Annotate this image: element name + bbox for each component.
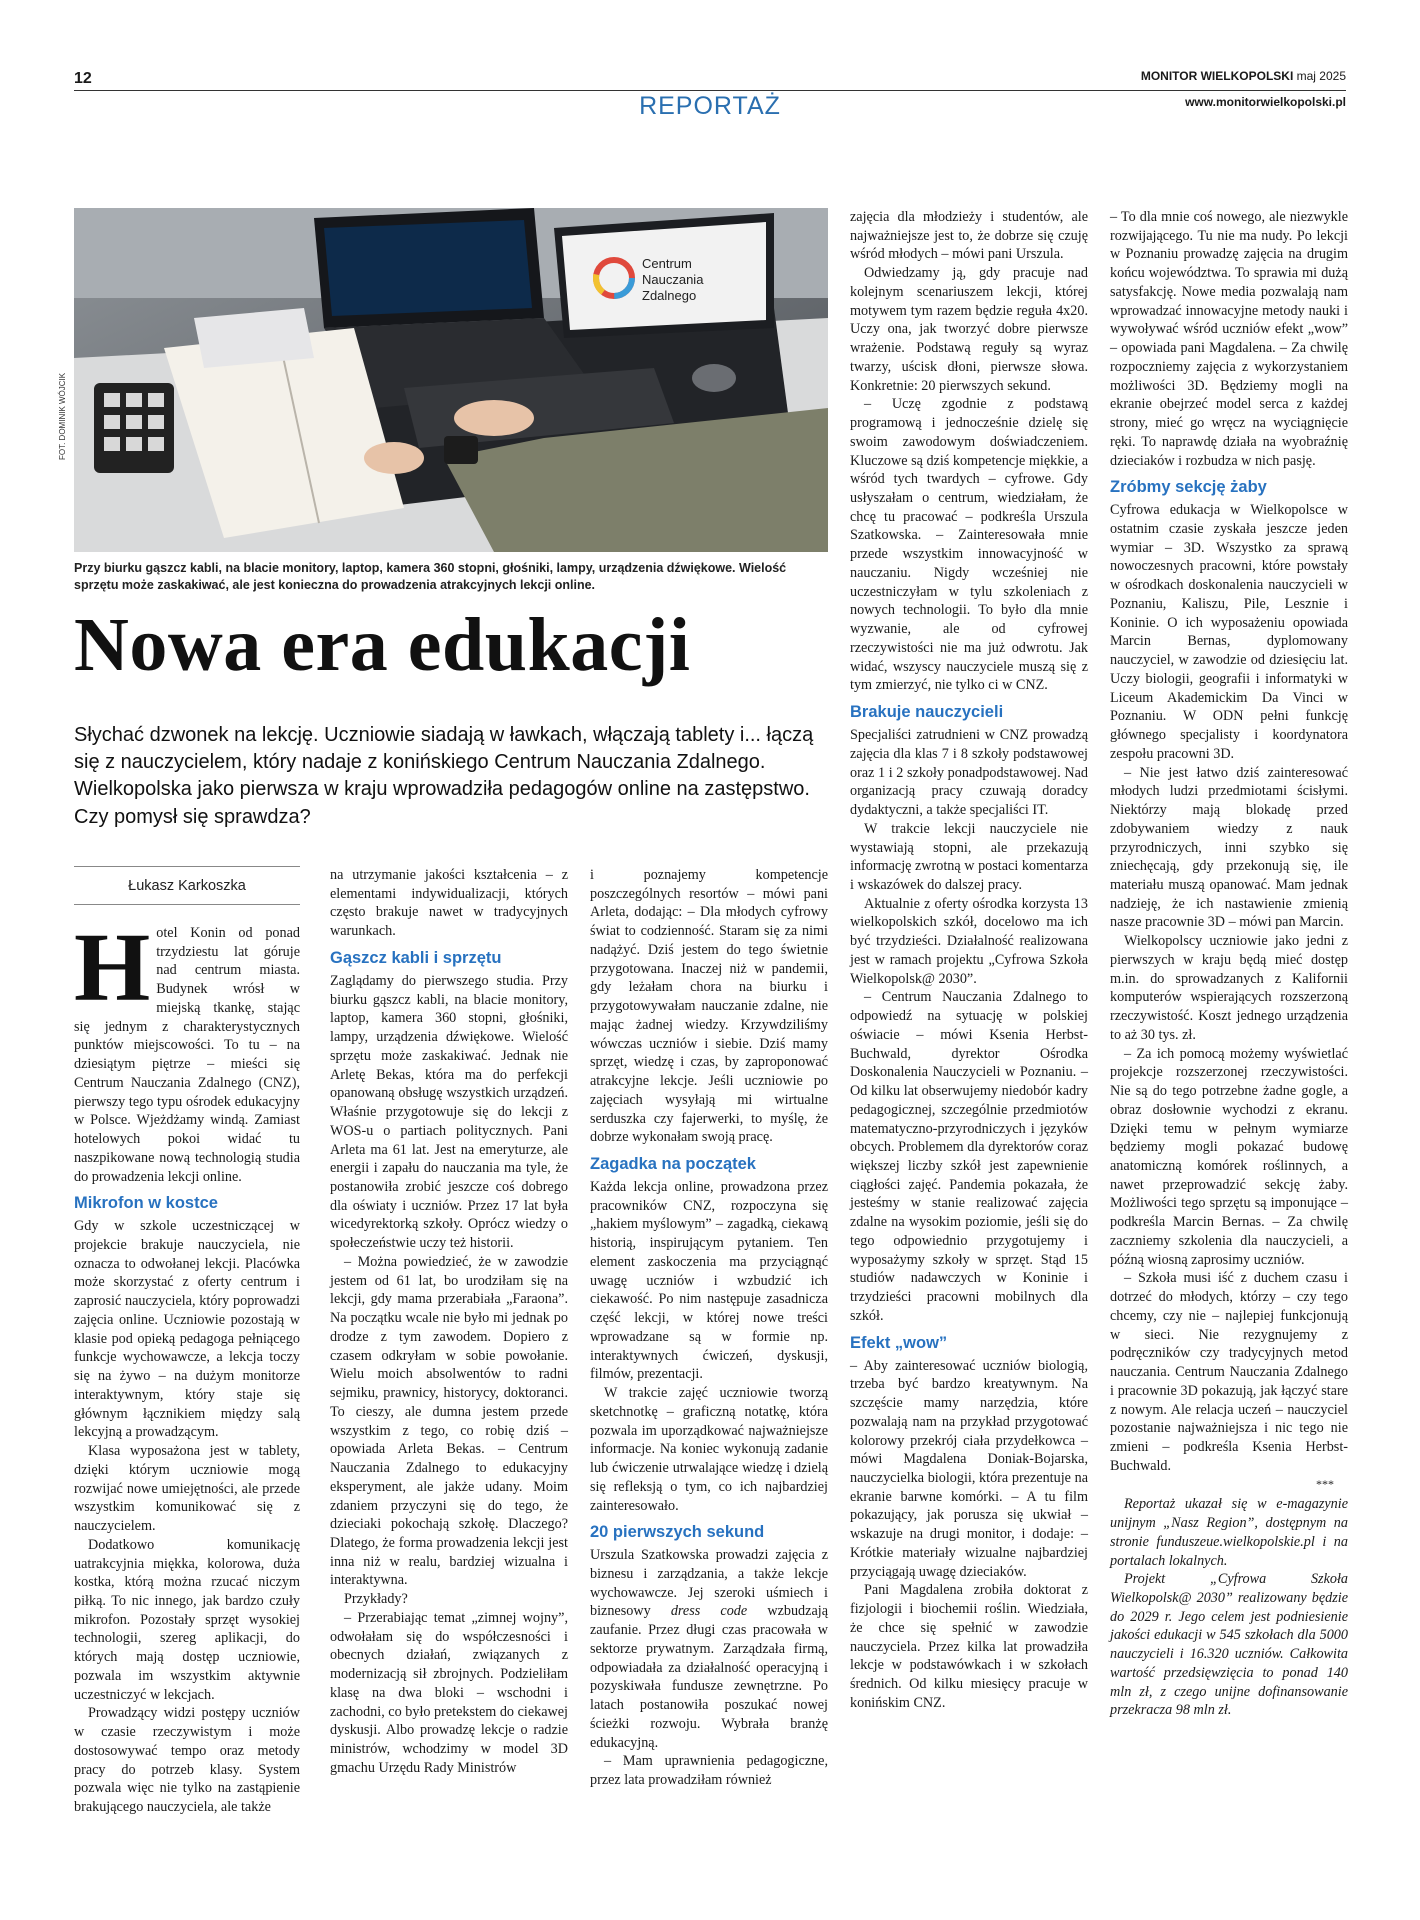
paragraph: – Aby zainteresować uczniów biologią, trzeba być bardzo kreatywnym. Na szczęście mamy narzędzia, które pozwalają nam na przykład przygotować kolorowy przekrój ciała przydełkowca – mówi Magdalena Doniak-Bojarska, nauczycielka biologii, która prezentuje na ekranie barwne komórki. – A tu film pokazujący, jak porusza się ukwiał – wskazuje na drugi monitor, i dodaje: – Krótkie materiały wizualne najbardziej przyciągają uwagę dzieciaków. [850, 1357, 1088, 1580]
article-column-5 [1110, 208, 1348, 1720]
paragraph: i poznajemy kompetencje poszczególnych resortów – mówi pani Arleta, dodając: – Dla młodych cyfrowy świat to codzienność. Staram się za nimi nadążyć. Dziś jestem do tego świetnie przygotowana. Inaczej niż w pandemii, gdy leżałam chora na biurku i przygotowywałam nauczanie zdalne, nie mając żadnej wiedzy. Krzywdziliśmy wówczas uczniów i siebie. Dziś mamy sprzęt, wiedzę i czas, by zaproponować atrakcyjne lekcje. Jeśli uczniowie po zajęciach wysyłają mi wirtualne serduszka czy fajerwerki, to myślę, że dobrze wykonałam swoją pracę. [590, 867, 828, 1146]
subheading: 20 pierwszych sekund [590, 1523, 765, 1542]
article-lead: Słychać dzwonek na lekcję. Uczniowie siadają w ławkach, włączają tablety i... łączą się z nauczycielem, który nadaje z konińskiego Centrum Nauczania Zdalnego. Wielkopolska jako pierwsza w kraju wprowadziła pedagogów online na zastępstwo. Czy pomysł się sprawdza? [74, 724, 814, 828]
paragraph: – Za ich pomocą możemy wyświetlać projekcje rozszerzonej rzeczywistości. Nie są do tego potrzebne żadne gogle, a obraz dosłownie wychodzi z ekranu. Dzięki temu w pełnym wymiarze będziemy mogli pokazać budowę anatomiczną komórek roślinnych, a nawet przeprowadzić sekcję żaby. Możliwości tego sprzętu są imponujące – podkreśla Marcin Bernas. – Za chwilę zaczniemy szkolenia dla nauczycieli, a późną wiosną zaprosimy uczniów. [1110, 1045, 1348, 1268]
paragraph: Hotel Konin od ponad trzydziestu lat góruje nad centrum miasta. Budynek wrósł w miejską tkankę, stając się jednym z charakterystycznych punktów miejscowości. To tu – na dziesiątym piętrze – mieści się Centrum Nauczania Zdalnego (CNZ), pierwszy tego typu ośrodek edukacyjny w Polsce. Wjeżdżamy windą. Zamiast hotelowych pokoi widać tu naszpikowane nową technologią studia do prowadzenia lekcji online. [74, 914, 300, 1185]
subheading: Mikrofon w kostce [74, 1194, 218, 1213]
svg-text:Nauczania: Nauczania [642, 272, 704, 287]
paragraph: Prowadzący widzi postępy uczniów w czasie rzeczywistym i może dostosowywać tempo oraz metody pracy do potrzeb klasy. System pozwala więc nie tylko na zastąpienie brakującego nauczyciela, ale także [74, 1705, 300, 1816]
paragraph: Urszula Szatkowska prowadzi zajęcia z biznesu i zarządzania, a także lekcje wychowawcze. Jej szeroki uśmiech i biznesowy dress code wzbudzają zaufanie. Przez długi czas pracowała w sektorze prywatnym. Zarządzała firmą, odpowiadała za działalność operacyjną i pozyskiwała fundusze zewnętrzne. Po latach postanowiła poszukać nowej ścieżki rozwoju. Wybrała branżę edukacyjną. [590, 1547, 828, 1751]
subheading: Brakuje nauczycieli [850, 703, 1004, 722]
magazine-name: MONITOR WIELKOPOLSKI [1140, 69, 1294, 83]
footnote: Projekt „Cyfrowa Szkoła Wielkopolsk@ 2030” realizowany będzie do 2029 r. Jego celem jest podniesienie jakości edukacji w 545 szkołach dla 5000 nauczycieli i 16.320 uczniów. Całkowita wartość przedsięwzięcia to ponad 140 mln zł, z czego unijne dofinansowanie przekracza 98 mln zł. [1110, 1571, 1348, 1719]
paragraph: Dodatkowo komunikację uatrakcyjnia miękka, kolorowa, duża kostka, którą można rzucać niczym piłką. To nic innego, jak bardzo czuły mikrofon. Pozostały sprzęt wysokiej technologii, szereg aplikacji, do których mają dostęp uczniowie, pozwala im wszystkim aktywnie uczestniczyć w lekcjach. [74, 1536, 300, 1703]
header-rule [74, 90, 1346, 91]
paragraph: Zaglądamy do pierwszego studia. Przy biurku gąszcz kabli, na blacie monitory, laptop, kamera 360 stopni, głośniki, lampy, urządzenia dźwiękowe. Wielość sprzętu może zaskakiwać. Jednak nie Arletę Bekas, która ma do perfekcji opanowaną obsługę wszystkich urządzeń. Właśnie przygotowuje się do lekcji z WOS-u o partiach politycznych. Pani Arleta ma 61 lat. Jest na emeryturze, ale energii i zapału do nauczania ma tyle, że postanowiła zrobić jeszcze coś dobrego dla oświaty i uczniów. Przez 17 lat była wicedyrektorką szkoły. Oprócz wiedzy o społeczeństwie uczy też historii. [330, 972, 568, 1252]
byline-rule-top [74, 866, 300, 867]
subheading: Zagadka na początek [590, 1155, 756, 1174]
paragraph: – Nie jest łatwo dziś zainteresować młodych ludzi przedmiotami ścisłymi. Niektórzy mają blokadę przed zdobywaniem wiedzy z nauk przyrodniczych, inni szybko się zniechęcają, gdy przekonują się, ile materiału muszą opanować. Mam jednak nadzieję, że ich nastawienie zmienią nasze pracownie 3D – mówi pan Marcin. [1110, 764, 1348, 931]
website-url: www.monitorwielkopolski.pl [1185, 95, 1346, 109]
paragraph: – Można powiedzieć, że w zawodzie jestem od 61 lat, bo urodziłam się na lekcji, gdy mama przerabiała „Faraona”. Na początku wcale nie było mi jednak po drodze z tym zawodem. Dopiero z czasem odkryłam w sobie powołanie. Wielu moich absolwentów to radni sejmiku, prawnicy, historycy, doktoranci. To cieszy, ale dumna jestem przede wszystkim z tego, co robię dziś – opowiada Arleta Bekas. – Centrum Nauczania Zdalnego to edukacyjny eksperyment, ale jakże udany. Moim zdaniem przyczyni się do tego, że dzieciaki pokochają szkołę. Dlaczego? Dlatego, że forma prowadzenia lekcji jest inna niż w realu, bardziej wizualna i interaktywna. [330, 1253, 568, 1589]
paragraph: Gdy w szkole uczestniczącej w projekcie brakuje nauczyciela, nie oznacza to odwołanej lekcji. Placówka może skorzystać z oferty centrum i zaprosić nauczyciela, który poprowadzi zajęcia online. Uczniowie pozostają w klasie pod opieką pedagoga pełniącego funkcje wychowawcze, a lekcja toczy się na żywo – na dużym monitorze interaktywnym, który staje się głównym łącznikiem między salą lekcyjną a prowadzącym. [74, 1218, 300, 1441]
paragraph: Odwiedzamy ją, gdy pracuje nad kolejnym scenariuszem lekcji, której motywem tym razem będzie reguła 4x20. Uczy ona, jak tworzyć dobre pierwsze wrażenie. Podstawą reguły są wyraz twarzy, uścisk dłoni, pierwsze słowa. Konkretnie: 20 pierwszych sekund. [850, 265, 1088, 394]
photo-caption: Przy biurku gąszcz kabli, na blacie monitory, laptop, kamera 360 stopni, głośniki, lampy, urządzenia dźwiękowe. Wielość sprzętu może zaskakiwać, ale jest konieczna do prowadzenia atrakcyjnych lekcji online. [74, 561, 787, 592]
section-title: REPORTAŻ [639, 92, 781, 120]
paragraph: – Przerabiając temat „zimnej wojny”, odwołałam się do współczesności i obecnych działań, związanych z modernizacją sił zbrojnych. Podzieliłam klasę na dwa bloki – wschodni i zachodni, co było pretekstem do ciekawej dyskusji. Albo prowadzę lekcje o radzie ministrów, wchodzimy w model 3D gmachu Urzędu Rady Ministrów [330, 1609, 568, 1776]
separator-stars: *** [1316, 1477, 1334, 1492]
paragraph: W trakcie zajęć uczniowie tworzą sketchnotkę – graficzną notatkę, która pozwala im uporządkować najważniejsze informacje. Na koniec wykonują zadanie lub ćwiczenie utrwalające wiedzę i dzielą się refleksją o tym, co ich najbardziej zainteresowało. [590, 1385, 828, 1514]
photo-credit: FOT. DOMINIK WÓJCIK [58, 372, 67, 460]
paragraph: Aktualnie z oferty ośrodka korzysta 13 wielkopolskich szkół, docelowo ma ich być trzydzieści. Działalność realizowana jest w ramach projektu „Cyfrowa Szkoła Wielkopolsk@ 2030”. [850, 895, 1088, 987]
screen-logo-text: Centrum [642, 256, 692, 271]
byline-rule-bottom [74, 904, 300, 905]
svg-text:Zdalnego: Zdalnego [642, 288, 697, 303]
page-number: 12 [74, 70, 92, 87]
article-column-3 [590, 866, 828, 1790]
italic-term: dress code [670, 1603, 748, 1620]
paragraph: – Szkoła musi iść z duchem czasu i dotrzeć do młodych, którzy – czy tego chcemy, czy nie – najlepiej funkcjonują w sieci. Nie rezygnujemy z podręczników czy tradycyjnych metod nauczania. Centrum Nauczania Zdalnego i pracownie 3D pokazują, jak łączyć stare z nowym. Ale relacja uczeń – nauczyciel pozostanie najważniejsza i nic tego nie zmieni – podkreśla Ksenia Herbst-Buchwald. [1110, 1270, 1348, 1474]
paragraph: Wielkopolscy uczniowie jako jedni z pierwszych w kraju będą mieć dostęp m.in. do sprowadzanych z Kalifornii komputerów wspierających rozszerzoną rzeczywistość. Koszt jednego urządzenia to aż 30 tys. zł. [1110, 933, 1348, 1043]
article-column-2 [330, 866, 568, 1778]
issue-date: maj 2025 [1296, 69, 1346, 83]
footnote: Reportaż ukazał się w e-magazynie unijnym „Nasz Region”, dostępnym na stronie funduszeue.wielkopolskie.pl i na portalach lokalnych. [1110, 1496, 1348, 1569]
paragraph: Pani Magdalena zrobiła doktorat z fizjologii i biochemii roślin. Wiedziała, że chce się spełnić w zawodzie nauczyciela. Przez kilka lat prowadziła lekcje w podstawówkach i w szkołach średnich. Od kilku miesięcy pracuje w konińskim CNZ. [850, 1582, 1088, 1711]
paragraph: Klasa wyposażona jest w tablety, dzięki którym uczniowie mogą rozwijać nowe umiejętności, ale przede wszystkim komunikować się z nauczycielem. [74, 1443, 300, 1535]
paragraph: zajęcia dla młodzieży i studentów, ale najważniejsze jest to, że dobrze się czuję wśród młodych – mówi pani Urszula. [850, 209, 1088, 263]
drop-cap: H [74, 914, 151, 1022]
author-byline: Łukasz Karkoszka [128, 878, 246, 894]
paragraph: – Mam uprawnienia pedagogiczne, przez lata prowadziłam również [590, 1753, 828, 1789]
paragraph: Przykłady? [344, 1591, 408, 1608]
article-column-4 [850, 208, 1088, 1713]
paragraph: na utrzymanie jakości kształcenia – z elementami indywidualizacji, których często brakuje nawet w tradycyjnych warunkach. [330, 867, 568, 940]
paragraph: Każda lekcja online, prowadzona przez pracowników CNZ, rozpoczyna się „hakiem myślowym” – zagadką, ciekawą historią, inspirującym pytaniem. Ten element zaskoczenia ma przyciągnąć uwagę uczniów i wzbudzić ich ciekawość. Po nim następuje zasadnicza część lekcji, w której nowe treści wprowadzane są w formie np. interaktywnych ćwiczeń, dyskusji, filmów, prezentacji. [590, 1179, 828, 1383]
paragraph: W trakcie lekcji nauczyciele nie wystawiają stopni, ale przekazują informację zwrotną w postaci komentarza i wskazówek do dalszej pracy. [850, 820, 1088, 893]
article-title: Nowa era edukacji [74, 603, 691, 687]
paragraph: – To dla mnie coś nowego, ale niezwykle rozwijającego. Tu nie ma nudy. Po lekcji w Poznaniu prowadzę zajęcia na drugim końcu województwa. To sprawia mi dużą satysfakcję. Nowe media pozwalają nam wprowadzać innowacyjne metody nauki i wywoływać wśród uczniów efekt „wow” – opowiada pani Magdalena. – Za chwilę rozpoczniemy zajęcia z wykorzystaniem możliwości 3D. Będziemy mogli na ekranie obejrzeć model serca z każdej strony, mieć go wręcz na wyciągnięcie ręki. To naprawdę działa na wyobraźnię dzieciaków i rozbudza w nich pasję. [1110, 209, 1348, 469]
paragraph: Cyfrowa edukacja w Wielkopolsce w ostatnim czasie zyskała jeszcze jeden wymiar – 3D. Wszystko za sprawą nowoczesnych pracowni, które powstały w ośrodkach doskonalenia nauczycieli w Poznaniu, Kaliszu, Pile, Lesznie i Koninie. O ich wyposażeniu opowiada Marcin Bernas, dyplomowany nauczyciel, w zawodzie od dziesięciu lat. Uczy biologii, geografii i informatyki w Liceum Akademickim Da Vinci w Poznaniu. W ODN pełni funkcję głównego specjalisty i koordynatora zespołu pracowni 3D. [1110, 502, 1348, 762]
article-photo [74, 208, 828, 552]
subheading: Gąszcz kabli i sprzętu [330, 948, 502, 967]
paragraph: Specjaliści zatrudnieni w CNZ prowadzą zajęcia dla klas 7 i 8 szkoły podstawowej oraz 1 i 2 szkoły ponadpodstawowej. Nad organizacją pracy czuwają doradcy dydaktyczni, a także specjaliści IT. [850, 727, 1088, 819]
article-column-1 [74, 914, 300, 1817]
paragraph: – Centrum Nauczania Zdalnego to odpowiedź na sytuację w polskiej oświacie – mówi Ksenia Herbst-Buchwald, dyrektor Ośrodka Doskonalenia Nauczycieli w Poznaniu. – Od kilku lat obserwujemy niedobór kadry pedagogicznej, szczególnie przedmiotów matematyczno-przyrodniczych i języków obcych. Problemem dla dyrektorów coraz większej liczby szkół jest zapewnienie ciągłości zajęć. Pandemia pokazała, że jesteśmy w stanie realizować zajęcia zdalne na wysokim poziomie, jeśli się do tego odpowiednio przygotujemy i wyposażymy szkoły w sprzęt. Stąd 15 studiów nadawczych w Koninie i trzydzieści pracowni mobilnych dla szkół. [850, 989, 1088, 1324]
subheading: Zróbmy sekcję żaby [1110, 478, 1267, 497]
masthead [1141, 68, 1346, 84]
subheading: Efekt „wow” [850, 1333, 948, 1352]
paragraph: – Uczę zgodnie z podstawą programową i jednocześnie dzielę się swoim zawodowym doświadczeniem. Kluczowe są dziś kompetencje miękkie, a wśród tych twardych – cyfrowe. Gdy usłyszałam o centrum, wiedziałam, że chcę tu pracować – podkreśla Urszula Szatkowska. – Zainteresowała mnie przede wszystkim innowacyjność w nauczaniu. Nigdy wcześniej nie uczestniczyłam w tylu szkoleniach z nowych technologii. To było dla mnie wyzwanie, ale od cyfrowej rzeczywistości nie ma już odwrotu. Jak widać, wszyscy nauczyciele muszą się z tym zmierzyć, nie tylko ci w CNZ. [850, 396, 1088, 694]
